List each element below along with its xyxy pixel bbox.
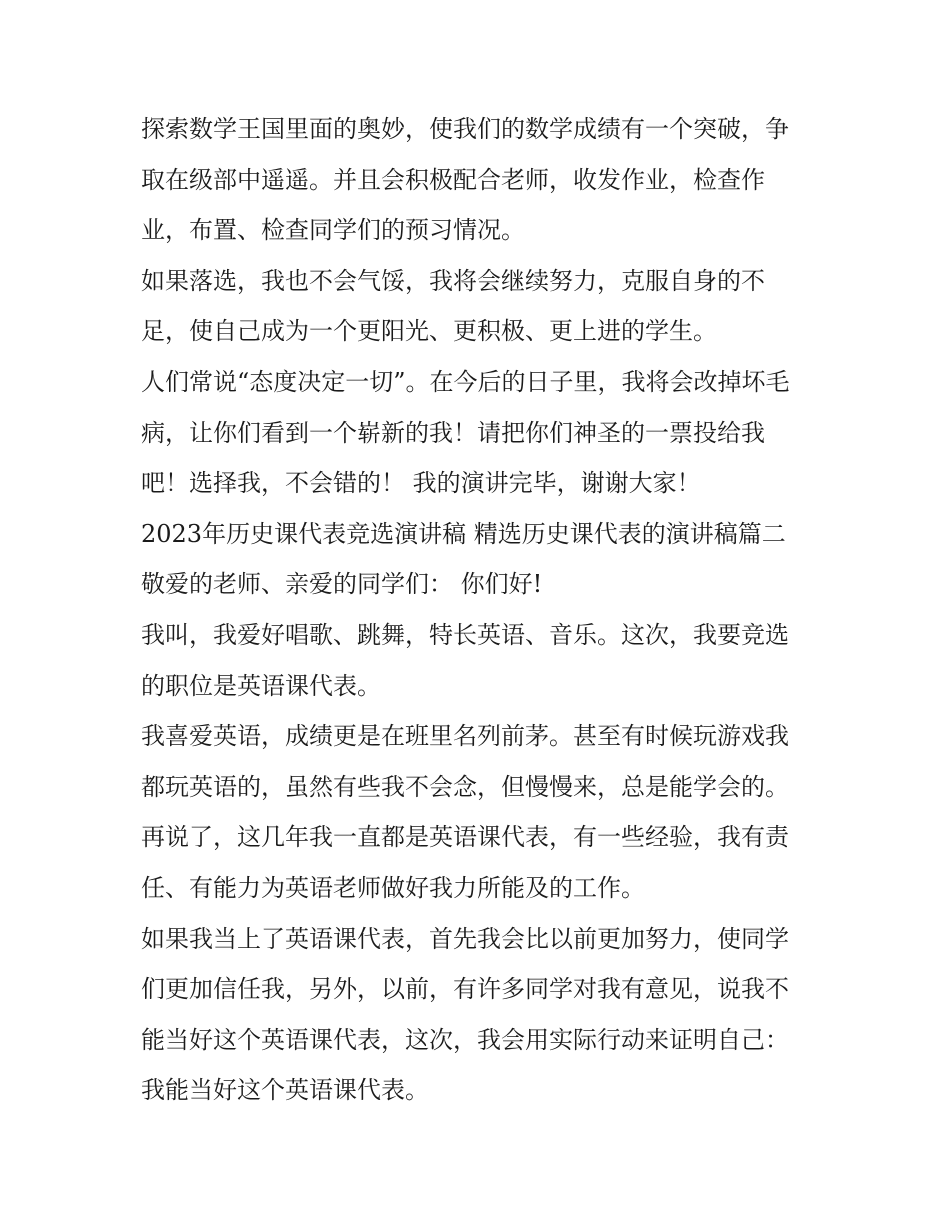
text-line-2: 取在级部中遥遥。并且会积极配合老师，收发作业，检查作 [141,165,765,194]
text-line-8: 吧！选择我，不会错的！ 我的演讲完毕，谢谢大家！ [141,469,701,498]
text-line-7: 病，让你们看到一个崭新的我！请把你们神圣的一票投给我 [141,418,765,447]
section-heading: 2023年历史课代表竞选演讲稿 精选历史课代表的演讲稿篇二 [141,519,786,548]
text-line-16: 任、有能力为英语老师做好我力所能及的工作。 [141,873,645,902]
text-line-12: 的职位是英语课代表。 [141,671,381,700]
text-line-15: 再说了，这几年我一直都是英语课代表，有一些经验，我有责 [141,823,789,852]
text-line-20: 我能当好这个英语课代表。 [141,1076,429,1105]
text-line-19: 能当好这个英语课代表，这次，我会用实际行动来证明自己： [141,1025,789,1054]
text-line-11: 我叫，我爱好唱歌、跳舞，特长英语、音乐。这次，我要竞选 [141,620,789,649]
text-line-17: 如果我当上了英语课代表，首先我会比以前更加努力，使同学 [141,924,789,953]
text-line-13: 我喜爱英语，成绩更是在班里名列前茅。甚至有时候玩游戏我 [141,722,789,751]
text-line-18: 们更加信任我，另外，以前，有许多同学对我有意见，说我不 [141,975,789,1004]
text-line-10: 敬爱的老师、亲爱的同学们： 你们好! [141,570,543,599]
text-line-3: 业，布置、检查同学们的预习情况。 [141,216,525,245]
text-line-14: 都玩英语的，虽然有些我不会念，但慢慢来，总是能学会的。 [141,772,789,801]
document-body [141,104,821,1116]
text-line-6: 人们常说“态度决定一切”。在今后的日子里，我将会改掉坏毛 [141,367,790,396]
text-line-4: 如果落选，我也不会气馁，我将会继续努力，克服自身的不 [141,266,765,295]
text-line-5: 足，使自己成为一个更阳光、更积极、更上进的学生。 [141,317,717,346]
text-line-1: 探索数学王国里面的奥妙，使我们的数学成绩有一个突破，争 [141,115,789,143]
